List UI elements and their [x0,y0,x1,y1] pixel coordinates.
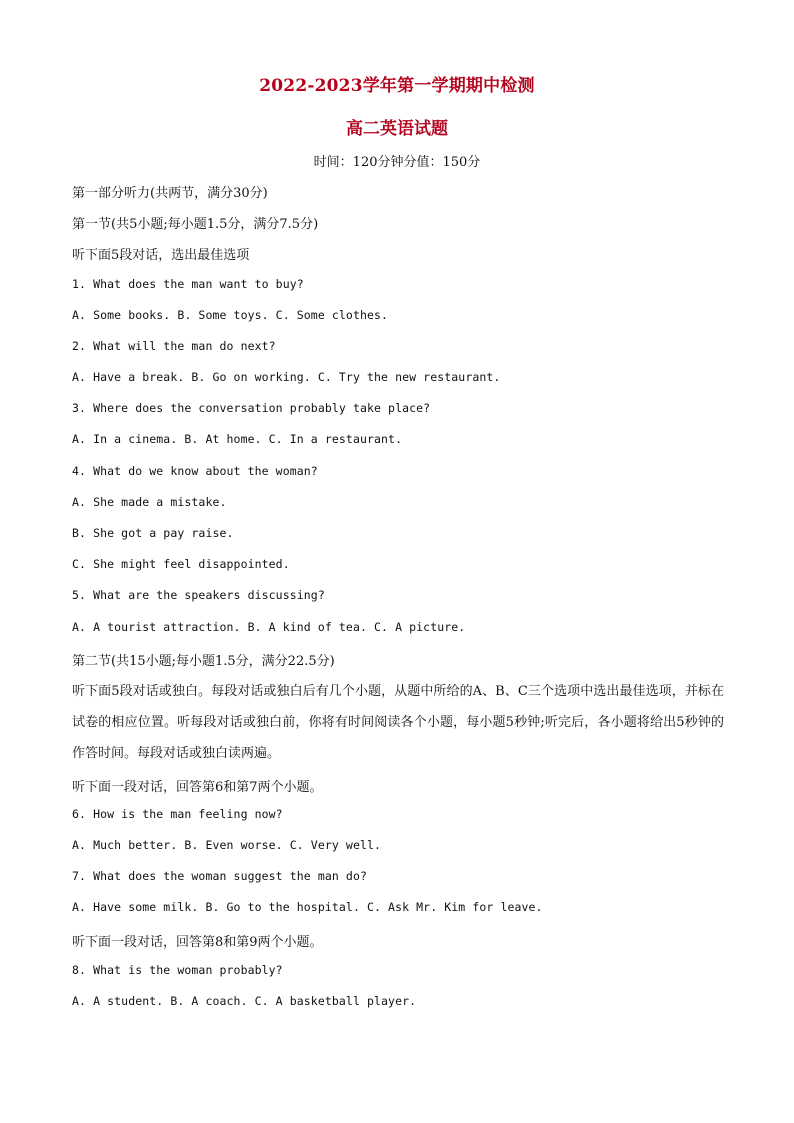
question-7: 7. What does the woman suggest the man do? [72,869,367,883]
question-7-options: A. Have some milk. B. Go to the hospital. C. Ask Mr. Kim for leave. [72,900,543,914]
section1-heading: 第一节(共5小题;每小题1.5分，满分7.5分) [72,217,319,232]
question-2-options: A. Have a break. B. Go on working. C. Try the new restaurant. [72,370,501,384]
question-3: 3. Where does the conversation probably take place? [72,401,431,415]
question-4-option-c: C. She might feel disappointed. [72,557,290,571]
question-4-option-b: B. She got a pay raise. [72,526,234,540]
time-score-line: 时间：120分钟分值：150分 [313,155,481,170]
question-8-options: A. A student. B. A coach. C. A basketball player. [72,994,417,1008]
question-1-options: A. Some books. B. Some toys. C. Some clothes. [72,308,389,322]
question-2: 2. What will the man do next? [72,339,276,353]
question-6: 6. How is the man feeling now? [72,807,283,821]
part1-heading: 第一部分听力(共两节，满分30分) [72,186,268,201]
question-5: 5. What are the speakers discussing? [72,588,325,602]
group-8-9-instruction: 听下面一段对话，回答第8和第9两个小题。 [72,935,323,950]
section2-instruction: 听下面5段对话或独白。每段对话或独白后有几个小题，从题中所给的A、B、C三个选项中选出最佳选项，并标在试卷的相应位置。听每段对话或独白前，你将有时间阅读各个小题，每小题5秒钟;听完后，各小题将给出5秒钟的作答时间。每段对话或独白读两遍。 [72,684,724,761]
question-8: 8. What is the woman probably? [72,963,283,977]
section1-instruction: 听下面5段对话，选出最佳选项 [72,248,250,263]
question-4-option-a: A. She made a mistake. [72,495,227,509]
section2-heading: 第二节(共15小题;每小题1.5分，满分22.5分) [72,654,335,669]
group-6-7-instruction: 听下面一段对话，回答第6和第7两个小题。 [72,780,323,795]
question-5-options: A. A tourist attraction. B. A kind of tea. C. A picture. [72,620,466,634]
question-4: 4. What do we know about the woman? [72,464,318,478]
exam-subtitle: 高二英语试题 [346,119,448,139]
question-3-options: A. In a cinema. B. At home. C. In a restaurant. [72,432,403,446]
question-1: 1. What does the man want to buy? [72,277,304,291]
question-6-options: A. Much better. B. Even worse. C. Very well. [72,838,382,852]
exam-title: 2022-2023学年第一学期期中检测 [259,76,535,96]
